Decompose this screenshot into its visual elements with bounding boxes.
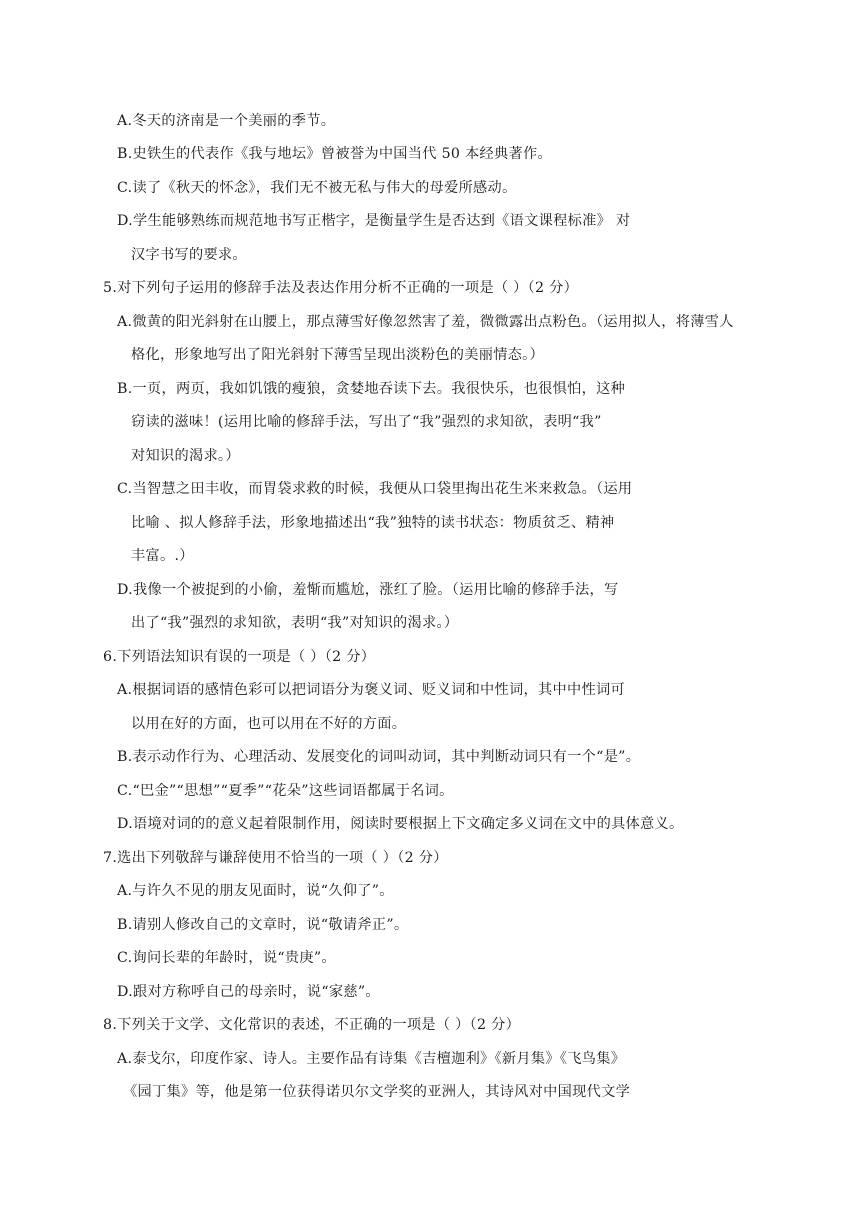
option-a-q7: A.与许久不见的朋友见面时，说“久仰了”。	[117, 883, 394, 899]
option-b-q6: B.表示动作行为、心理活动、发展变化的词叫动词，其中判断动词只有一个“是”。	[117, 749, 641, 765]
option-d-q4: D.学生能够熟练而规范地书写正楷字，是衡量学生是否达到《语文课程标准》 对	[117, 213, 631, 229]
option-b-q4: B.史铁生的代表作《我与地坛》曾被誉为中国当代 50 本经典著作。	[117, 146, 552, 162]
option-a-q8-continued: 《园丁集》等，他是第一位获得诺贝尔文学奖的亚洲人，其诗风对中国现代文学	[123, 1084, 631, 1100]
option-d-q5-continued: 出了“我”强烈的求知欲，表明“我”对知识的渴求。）	[131, 615, 459, 631]
option-c-q4: C.读了《秋天的怀念》，我们无不被无私与伟大的母爱所感动。	[117, 180, 517, 196]
option-a-q5-continued: 格化，形象地写出了阳光斜射下薄雪呈现出淡粉色的美丽情态。）	[131, 347, 545, 363]
option-d-q6: D.语境对词的的意义起着限制作用，阅读时要根据上下文确定多义词在文中的具体意义。	[117, 816, 684, 832]
option-b-q5-continued-2: 对知识的渴求。）	[131, 448, 240, 464]
option-c-q7: C.询问长辈的年龄时，说“贵庚”。	[117, 950, 336, 966]
option-c-q5: C.当智慧之田丰收，而胃袋求救的时候，我便从口袋里掏出花生米来救急。（运用	[117, 481, 633, 497]
option-b-q5: B.一页，两页，我如饥饿的瘦狼，贪婪地吞读下去。我很快乐，也很惧怕，这种	[117, 381, 626, 397]
option-c-q5-continued-2: 丰富。.）	[131, 548, 194, 564]
option-d-q7: D.跟对方称呼自己的母亲时，说“家慈”。	[117, 984, 380, 1000]
option-c-q6: C.“巴金”“思想”“夏季”“花朵”这些词语都属于名词。	[117, 783, 454, 799]
option-d-q4-continued: 汉字书写的要求。	[131, 247, 247, 263]
question-6: 6.下列语法知识有误的一项是（ ）（2 分）	[103, 649, 376, 665]
option-a-q6-continued: 以用在好的方面，也可以用在不好的方面。	[131, 716, 407, 732]
option-a-q8: A.泰戈尔，印度作家、诗人。主要作品有诗集《吉檀迦利》《新月集》《飞鸟集》	[117, 1051, 626, 1067]
question-5: 5.对下列句子运用的修辞手法及表达作用分析不正确的一项是（ ）（2 分）	[103, 280, 579, 296]
question-8: 8.下列关于文学、文化常识的表述，不正确的一项是（ ）（2 分）	[103, 1017, 521, 1033]
option-a-q5: A.微黄的阳光斜射在山腰上，那点薄雪好像忽然害了羞，微微露出点粉色。（运用拟人，将薄雪人	[117, 314, 734, 330]
option-b-q5-continued-1: 窃读的滋味！(运用比喻的修辞手法，写出了“我”强烈的求知欲，表明“我”	[131, 414, 602, 430]
question-7: 7.选出下列敬辞与谦辞使用不恰当的一项（ ）（2 分）	[103, 850, 448, 866]
option-a-q4: A.冬天的济南是一个美丽的季节。	[117, 113, 336, 129]
option-a-q6: A.根据词语的感情色彩可以把词语分为褒义词、贬义词和中性词，其中中性词可	[117, 682, 625, 698]
option-b-q7: B.请别人修改自己的文章时，说“敬请斧正”。	[117, 917, 409, 933]
option-c-q5-continued-1: 比喻 、拟人修辞手法，形象地描述出“我”独特的读书状态：物质贫乏、精神	[131, 515, 615, 531]
option-d-q5: D.我像一个被捉到的小偷，羞惭而尴尬，涨红了脸。（运用比喻的修辞手法，写	[117, 582, 619, 598]
